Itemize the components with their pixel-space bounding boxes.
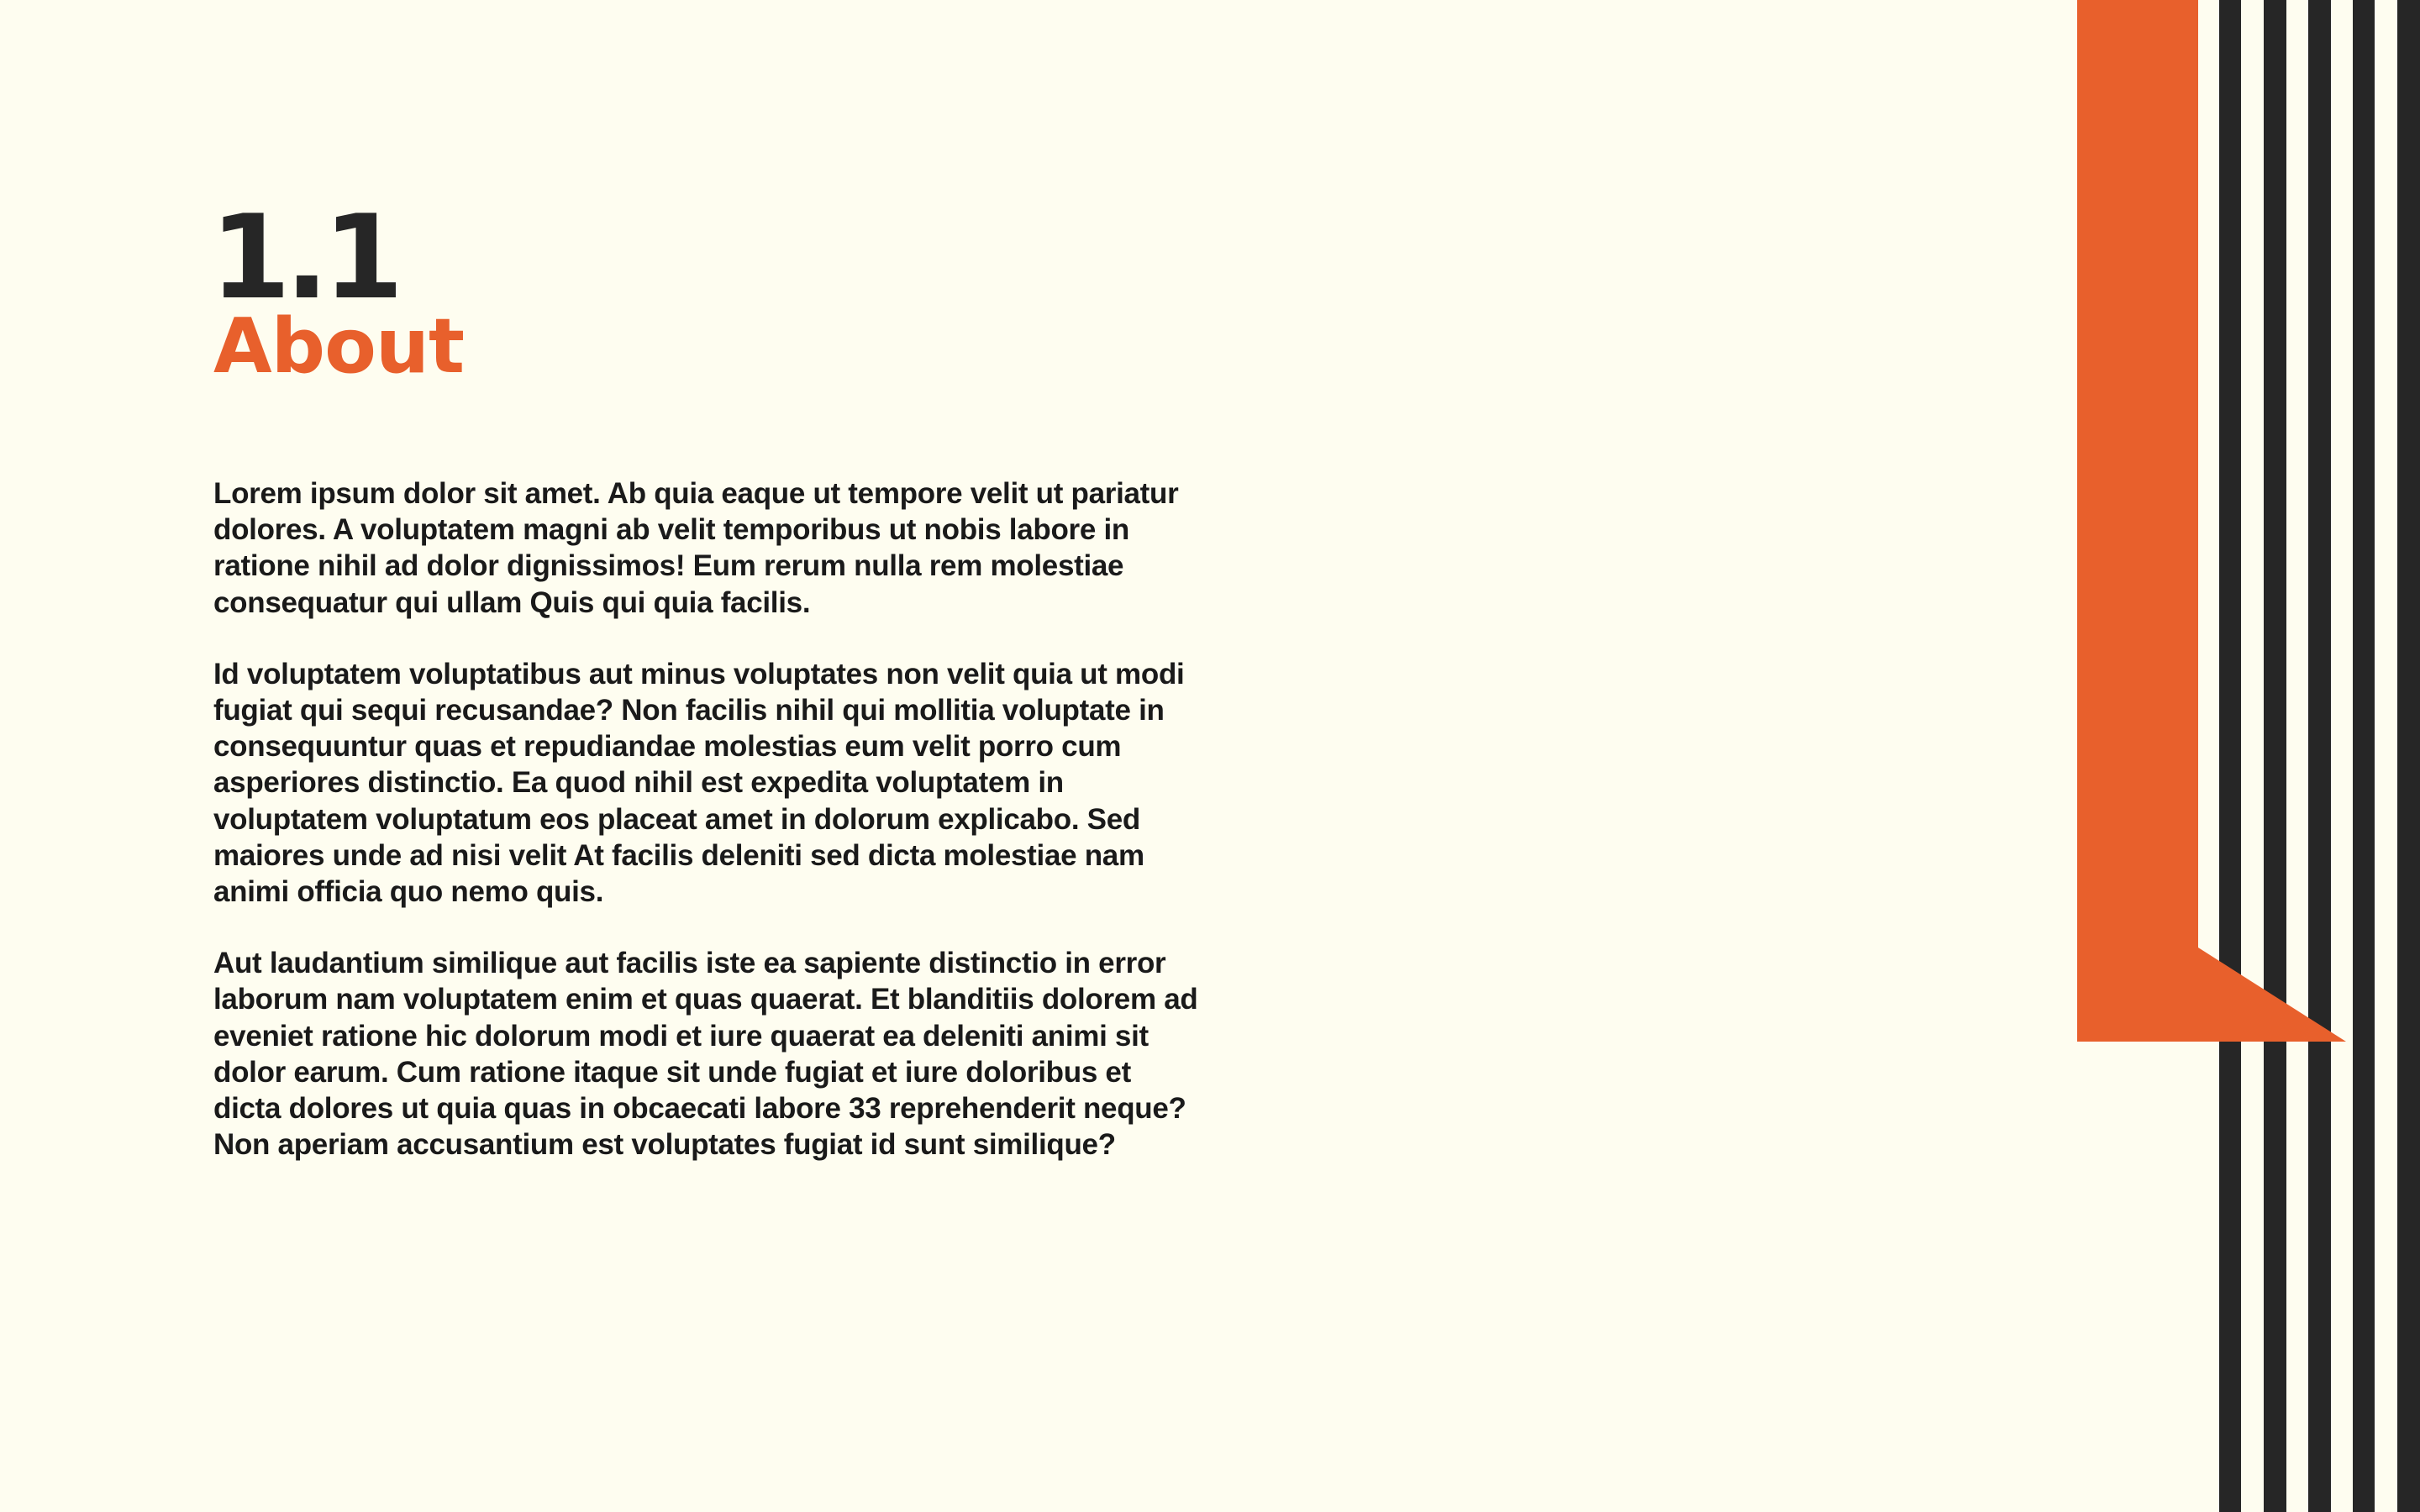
black-stripe-3 xyxy=(2308,0,2331,1512)
section-number: 1.1 xyxy=(210,190,398,325)
body-paragraph-1: Lorem ipsum dolor sit amet. Ab quia eaque ut tempore velit ut pariatur dolores. A voluptatem magni ab velit temporibus ut nobis labore in ratione nihil ad dolor dignissimos! Eum rerum nulla rem molestiae consequatur qui ullam Quis qui quia facilis. xyxy=(213,477,1179,619)
body-copy xyxy=(213,475,1205,1198)
black-stripe-5 xyxy=(2397,0,2420,1512)
black-stripe-4 xyxy=(2353,0,2375,1512)
black-stripe-2 xyxy=(2264,0,2286,1512)
black-stripe-1 xyxy=(2219,0,2241,1512)
body-paragraph-3: Aut laudantium similique aut facilis iste ea sapiente distinctio in error laborum nam voluptatem enim et quas quaerat. Et blanditiis dolorem ad eveniet ratione hic dolorum modi et iure quaerat ea deleniti animi sit dolor earum. Cum ratione itaque sit unde fugiat et iure doloribus et dicta dolores ut quia quas in obcaecati labore 33 reprehenderit neque? Non aperiam accusantium est voluptates fugiat id sunt similique? xyxy=(213,947,1198,1162)
orange-banner xyxy=(2077,0,2346,1042)
body-paragraph-2: Id voluptatem voluptatibus aut minus voluptates non velit quia ut modi fugiat qui sequi recusandae? Non facilis nihil qui mollitia voluptate in consequuntur quas et repudiandae molestias eum velit porro cum asperiores distinctio. Ea quod nihil est expedita voluptatem in voluptatem voluptatum eos placeat amet in dolorum explicabo. Sed maiores unde ad nisi velit At facilis deleniti sed dicta molestiae nam animi officia quo nemo quis. xyxy=(213,657,1185,909)
section-title: About xyxy=(213,302,465,391)
